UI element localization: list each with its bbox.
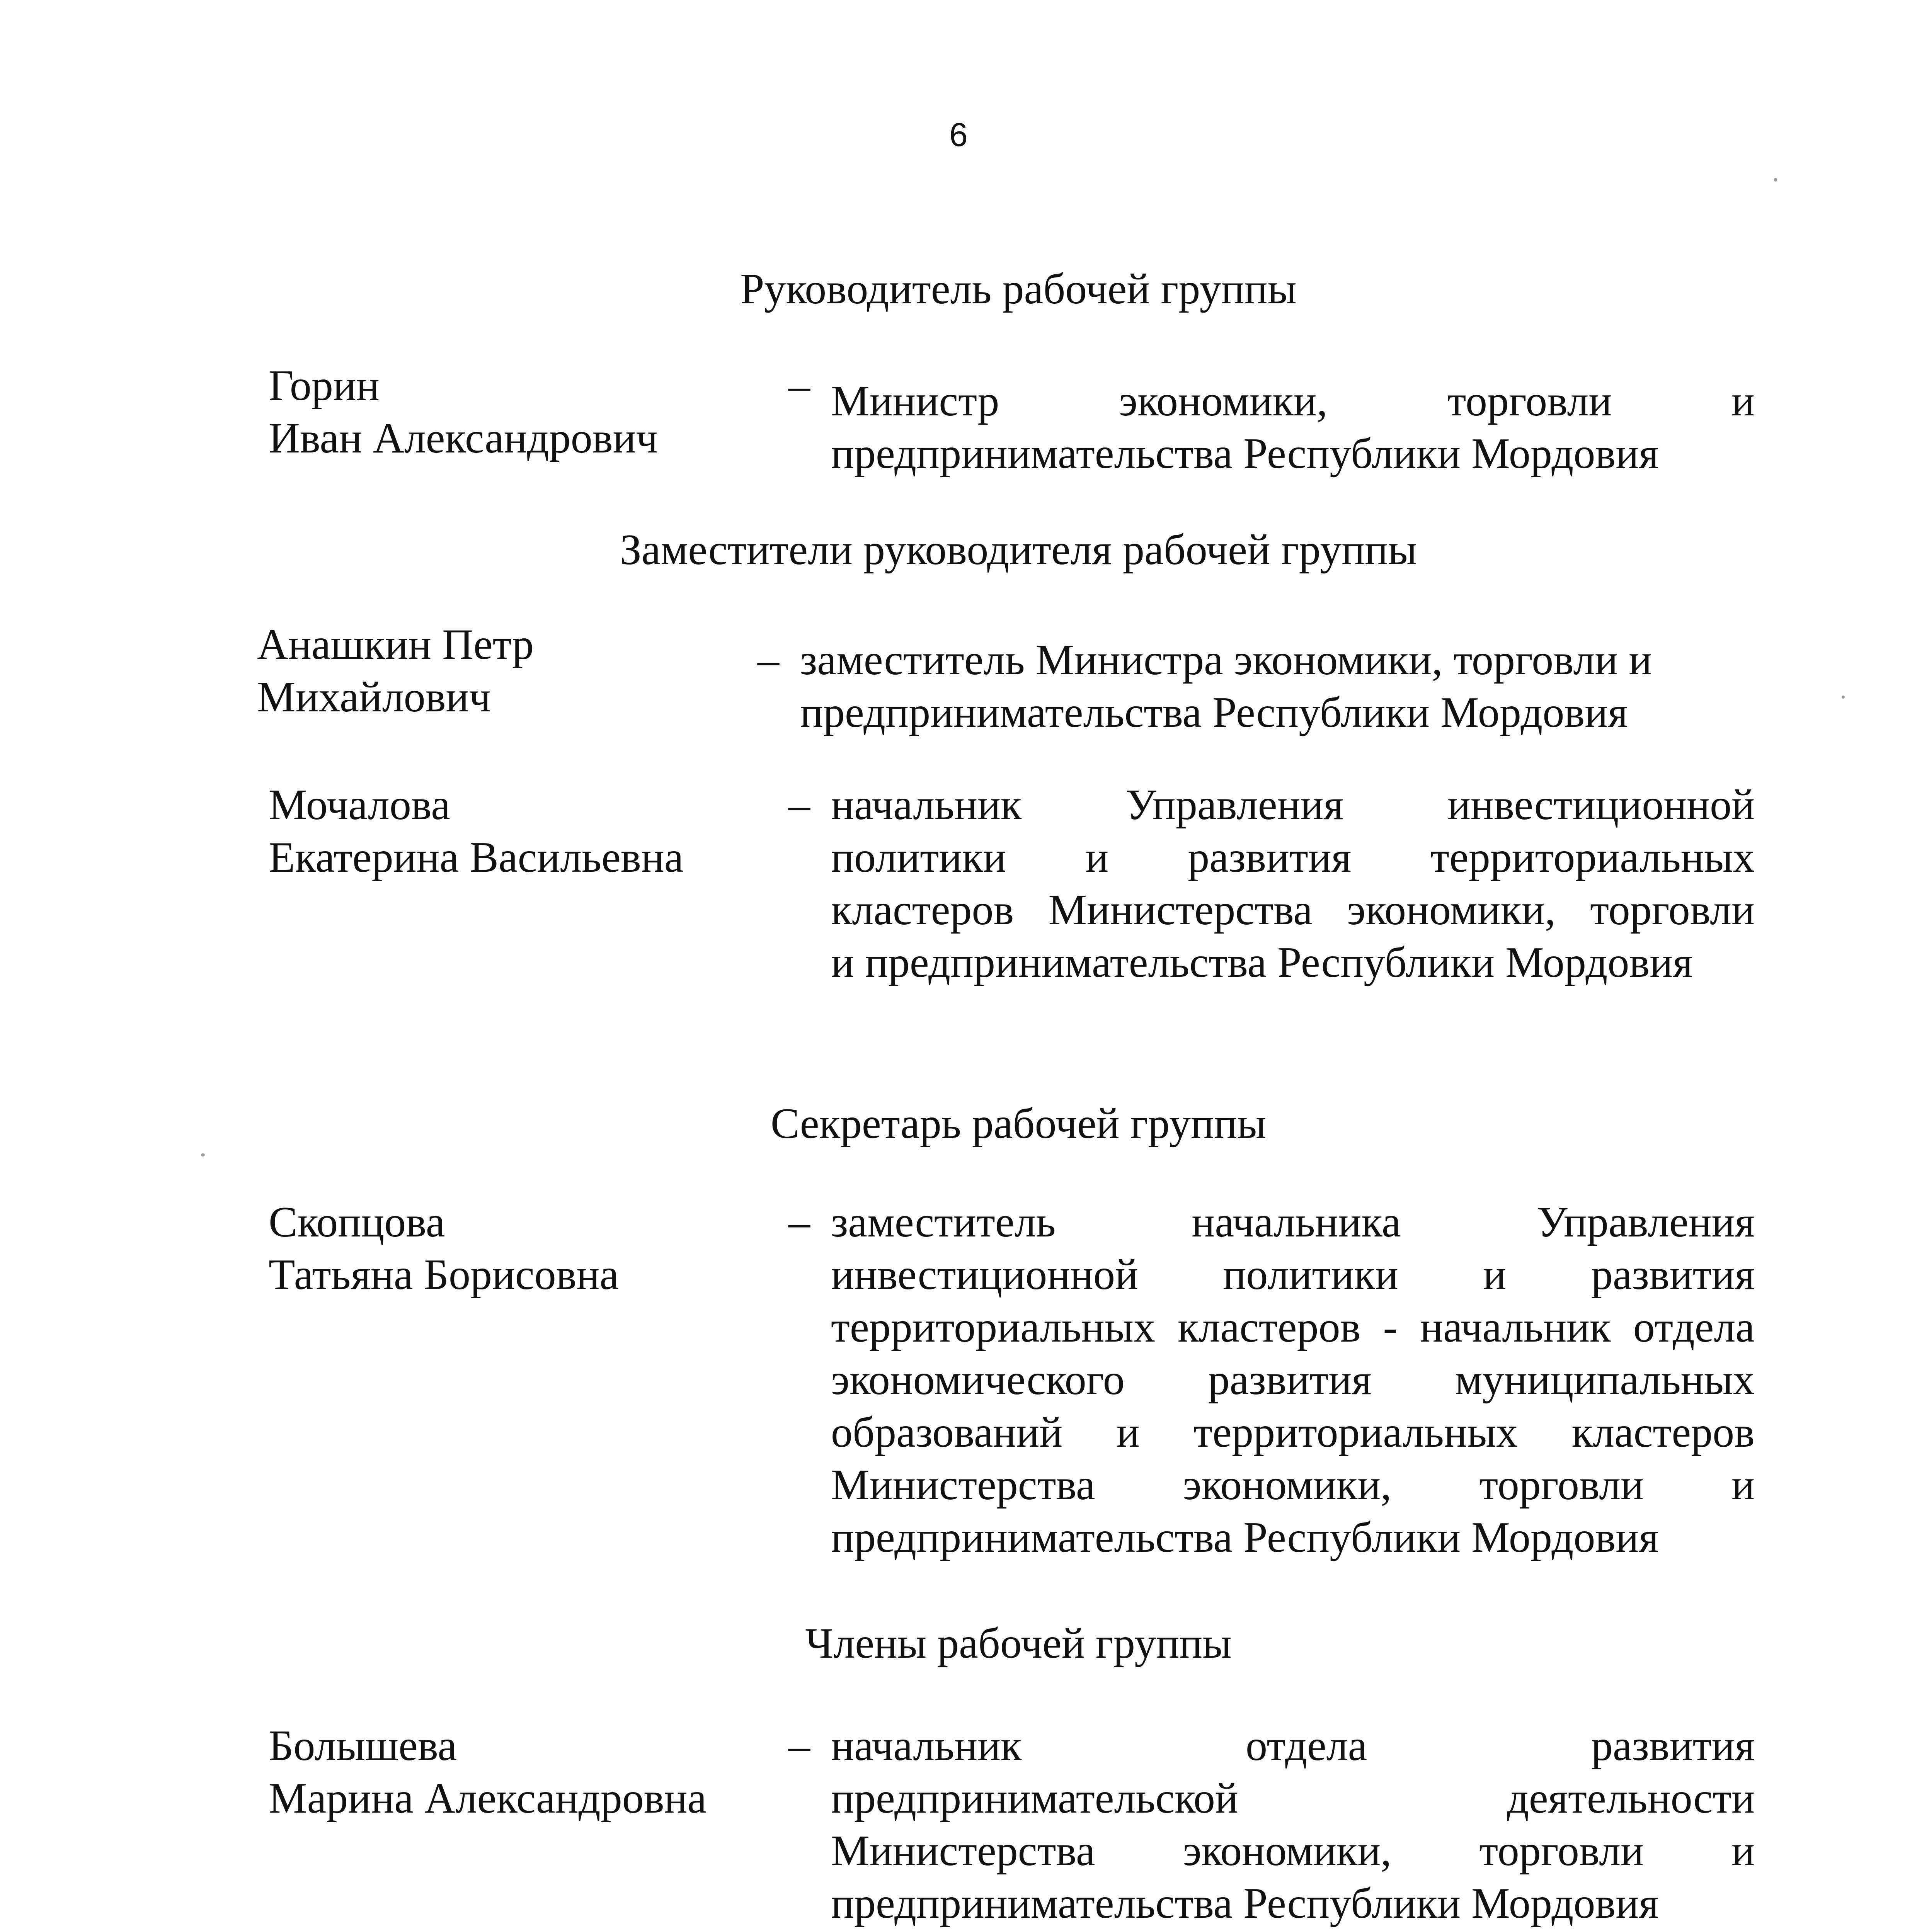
scan-speck [201, 1153, 205, 1156]
member-position: Министр экономики, торговли и предпринимательства Республики Мордовия [831, 377, 1755, 478]
section-heading-head: Руководитель рабочей группы [740, 265, 1297, 313]
member-position: заместитель начальника Управления инвестиционной политики и развития территориальных кластеров - начальник отдела экономического развития муниципальных образований и территориальных кластеров Министерства экономики, торговли и предпринимательства Республики Мордовия [831, 1198, 1755, 1561]
dash: – [788, 781, 810, 829]
member-position: заместитель Министра экономики, торговли и предпринимательства Республики Мордовия [800, 636, 1652, 736]
dash: – [758, 636, 779, 684]
dash: – [788, 362, 810, 410]
member-name: Анашкин Петр Михайлович [257, 621, 534, 721]
section-heading-secretary: Секретарь рабочей группы [770, 1100, 1267, 1148]
member-name: Скопцова Татьяна Борисовна [269, 1198, 619, 1299]
member-name: Болышева Марина Александровна [269, 1722, 707, 1822]
scan-speck [1842, 696, 1845, 699]
page-number: 6 [949, 116, 968, 153]
member-name: Горин Иван Александрович [269, 362, 658, 462]
scan-speck [1774, 178, 1777, 182]
member-position: начальник Управления инвестиционной политики и развития территориальных кластеров Министерства экономики, торговли и предпринимательства Республики Мордовия [831, 781, 1755, 986]
member-name: Мочалова Екатерина Васильевна [269, 781, 684, 881]
dash: – [788, 1722, 810, 1770]
section-heading-deputies: Заместители руководителя рабочей группы [620, 526, 1417, 574]
member-position: начальник отдела развития предпринимательской деятельности Министерства экономики, торговли и предпринимательства Республики Мордовия [831, 1722, 1755, 1927]
dash: – [788, 1198, 810, 1246]
section-heading-members: Члены рабочей группы [805, 1619, 1232, 1667]
